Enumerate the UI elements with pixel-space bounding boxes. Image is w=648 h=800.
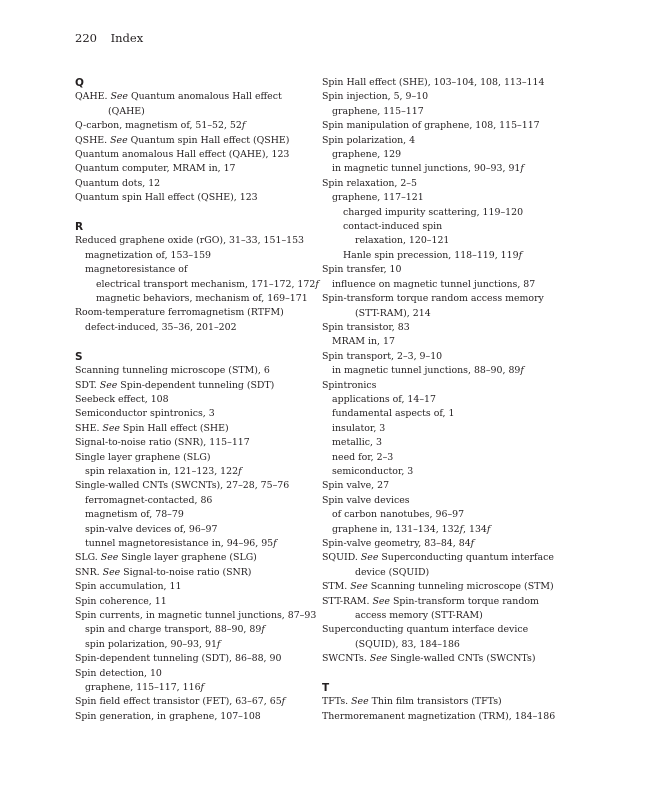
index-entry: Scanning tunneling microscope (STM), 6 xyxy=(75,365,270,377)
index-entry: Spin manipulation of graphene, 108, 115–117 xyxy=(322,120,540,132)
index-entry: tunnel magnetoresistance in, 94–96, 95f xyxy=(85,537,277,549)
index-entry: Spin injection, 5, 9–10 xyxy=(322,91,429,103)
index-entry: magnetoresistance of xyxy=(85,264,188,276)
index-entry: magnetic behaviors, mechanism of, 169–171 xyxy=(96,293,308,305)
index-entry: graphene, 117–121 xyxy=(332,192,424,204)
index-entry: device (SQUID) xyxy=(355,566,430,578)
index-entry: graphene, 115–117, 116f xyxy=(85,682,205,694)
index-entry: Q-carbon, magnetism of, 51–52, 52f xyxy=(75,120,246,132)
index-entry: QSHE. See Quantum spin Hall effect (QSHE) xyxy=(75,134,290,146)
index-entry: SQUID. See Superconducting quantum interface xyxy=(322,552,554,564)
index-entry: Hanle spin precession, 118–119, 119f xyxy=(343,249,523,261)
page-running-title: Index xyxy=(110,31,144,45)
page-header xyxy=(75,31,143,45)
index-entry: charged impurity scattering, 119–120 xyxy=(343,206,524,218)
index-entry: Quantum anomalous Hall effect (QAHE), 123 xyxy=(75,149,290,161)
index-entry: TFTs. See Thin film transistors (TFTs) xyxy=(322,696,502,708)
index-entry: Superconducting quantum interface device xyxy=(322,624,529,636)
index-entry: relaxation, 120–121 xyxy=(355,235,450,247)
index-entry: Seebeck effect, 108 xyxy=(75,393,169,405)
index-entry: QAHE. See Quantum anomalous Hall effect xyxy=(75,91,282,103)
index-entry: spin polarization, 90–93, 91f xyxy=(85,638,221,650)
index-entry: Quantum spin Hall effect (QSHE), 123 xyxy=(75,192,258,204)
index-entry: contact-induced spin xyxy=(343,221,443,233)
index-entry: magnetism of, 78–79 xyxy=(85,509,184,521)
index-entry: Spin valve, 27 xyxy=(322,480,390,492)
index-entry: spin and charge transport, 88–90, 89f xyxy=(85,624,265,636)
index-entry: applications of, 14–17 xyxy=(332,393,436,405)
index-entry: SNR. See Signal-to-noise ratio (SNR) xyxy=(75,566,252,578)
index-entry: Spin accumulation, 11 xyxy=(75,581,182,593)
index-entry: in magnetic tunnel junctions, 88–90, 89f xyxy=(332,365,524,377)
index-entry: SHE. See Spin Hall effect (SHE) xyxy=(75,422,229,434)
section-gap xyxy=(75,335,325,349)
index-entry: fundamental aspects of, 1 xyxy=(332,408,455,420)
index-entry: need for, 2–3 xyxy=(332,451,394,463)
index-entry: Spin currents, in magnetic tunnel junctions, 87–93 xyxy=(75,610,317,621)
index-section-heading: T xyxy=(322,682,330,695)
index-entry: Spin Hall effect (SHE), 103–104, 108, 113–114 xyxy=(322,77,545,88)
index-entry: Spin coherence, 11 xyxy=(75,595,167,607)
index-entry: ferromagnet-contacted, 86 xyxy=(85,494,213,506)
index-entry: Spin transistor, 83 xyxy=(322,321,410,333)
index-entry: (STT-RAM), 214 xyxy=(355,307,431,319)
index-entry: access memory (STT-RAM) xyxy=(355,610,483,622)
index-entry: semiconductor, 3 xyxy=(332,465,414,477)
index-entry: Spin-dependent tunneling (SDT), 86–88, 90 xyxy=(75,653,282,665)
index-entry: Spintronics xyxy=(322,379,377,391)
index-entry: Semiconductor spintronics, 3 xyxy=(75,408,215,420)
index-entry: MRAM in, 17 xyxy=(332,336,395,348)
index-entry: electrical transport mechanism, 171–172, 172f xyxy=(96,278,319,290)
index-column-left xyxy=(75,76,325,724)
section-gap xyxy=(75,206,325,220)
index-entry: Spin field effect transistor (FET), 63–67, 65f xyxy=(75,696,286,708)
index-entry: Spin relaxation, 2–5 xyxy=(322,177,417,189)
index-entry: of carbon nanotubes, 96–97 xyxy=(332,509,465,521)
index-column-right xyxy=(322,76,582,724)
index-entry: in magnetic tunnel junctions, 90–93, 91f xyxy=(332,163,524,175)
index-entry: graphene, 115–117 xyxy=(332,105,424,117)
section-gap xyxy=(322,667,582,681)
index-entry: STT-RAM. See Spin-transform torque random xyxy=(322,595,539,607)
index-entry: Room-temperature ferromagnetism (RTFM) xyxy=(75,307,284,319)
index-entry: Spin valve devices xyxy=(322,494,410,506)
index-entry: insulator, 3 xyxy=(332,422,386,434)
index-entry: influence on magnetic tunnel junctions, 87 xyxy=(332,278,536,290)
index-entry: defect-induced, 35–36, 201–202 xyxy=(85,321,237,333)
index-entry: metallic, 3 xyxy=(332,437,382,449)
index-entry: SDT. See Spin-dependent tunneling (SDT) xyxy=(75,379,275,391)
index-entry: STM. See Scanning tunneling microscope (STM) xyxy=(322,581,554,593)
index-entry: Spin generation, in graphene, 107–108 xyxy=(75,710,261,722)
index-entry: SWCNTs. See Single-walled CNTs (SWCNTs) xyxy=(322,653,536,665)
index-entry: Quantum computer, MRAM in, 17 xyxy=(75,163,236,175)
index-entry: (SQUID), 83, 184–186 xyxy=(355,638,460,650)
index-entry: Single layer graphene (SLG) xyxy=(75,451,211,463)
index-entry: magnetization of, 153–159 xyxy=(85,249,212,261)
index-entry: graphene in, 131–134, 132f, 134f xyxy=(332,523,491,535)
index-entry: Spin polarization, 4 xyxy=(322,134,416,146)
index-entry: Spin-valve geometry, 83–84, 84f xyxy=(322,538,475,549)
index-entry: SLG. See Single layer graphene (SLG) xyxy=(75,552,257,564)
index-entry: Signal-to-noise ratio (SNR), 115–117 xyxy=(75,437,250,449)
index-entry: spin relaxation in, 121–123, 122f xyxy=(85,465,242,477)
index-entry: graphene, 129 xyxy=(332,149,402,161)
index-entry: (QAHE) xyxy=(108,105,145,117)
index-entry: Spin detection, 10 xyxy=(75,667,162,679)
index-entry: Reduced graphene oxide (rGO), 31–33, 151–153 xyxy=(75,235,305,247)
index-entry: Spin transport, 2–3, 9–10 xyxy=(322,350,443,362)
index-entry: Thermoremanent magnetization (TRM), 184–186 xyxy=(322,710,556,722)
index-section-heading: R xyxy=(75,221,84,234)
index-section-heading: S xyxy=(75,350,83,363)
index-section-heading: Q xyxy=(75,77,84,89)
index-entry: Spin-transform torque random access memory xyxy=(322,293,544,305)
index-entry: spin-valve devices of, 96–97 xyxy=(85,523,218,535)
index-entry: Quantum dots, 12 xyxy=(75,177,161,189)
index-entry: Single-walled CNTs (SWCNTs), 27–28, 75–76 xyxy=(75,480,290,492)
page-number: 220 xyxy=(75,31,97,45)
index-entry: Spin transfer, 10 xyxy=(322,264,402,276)
